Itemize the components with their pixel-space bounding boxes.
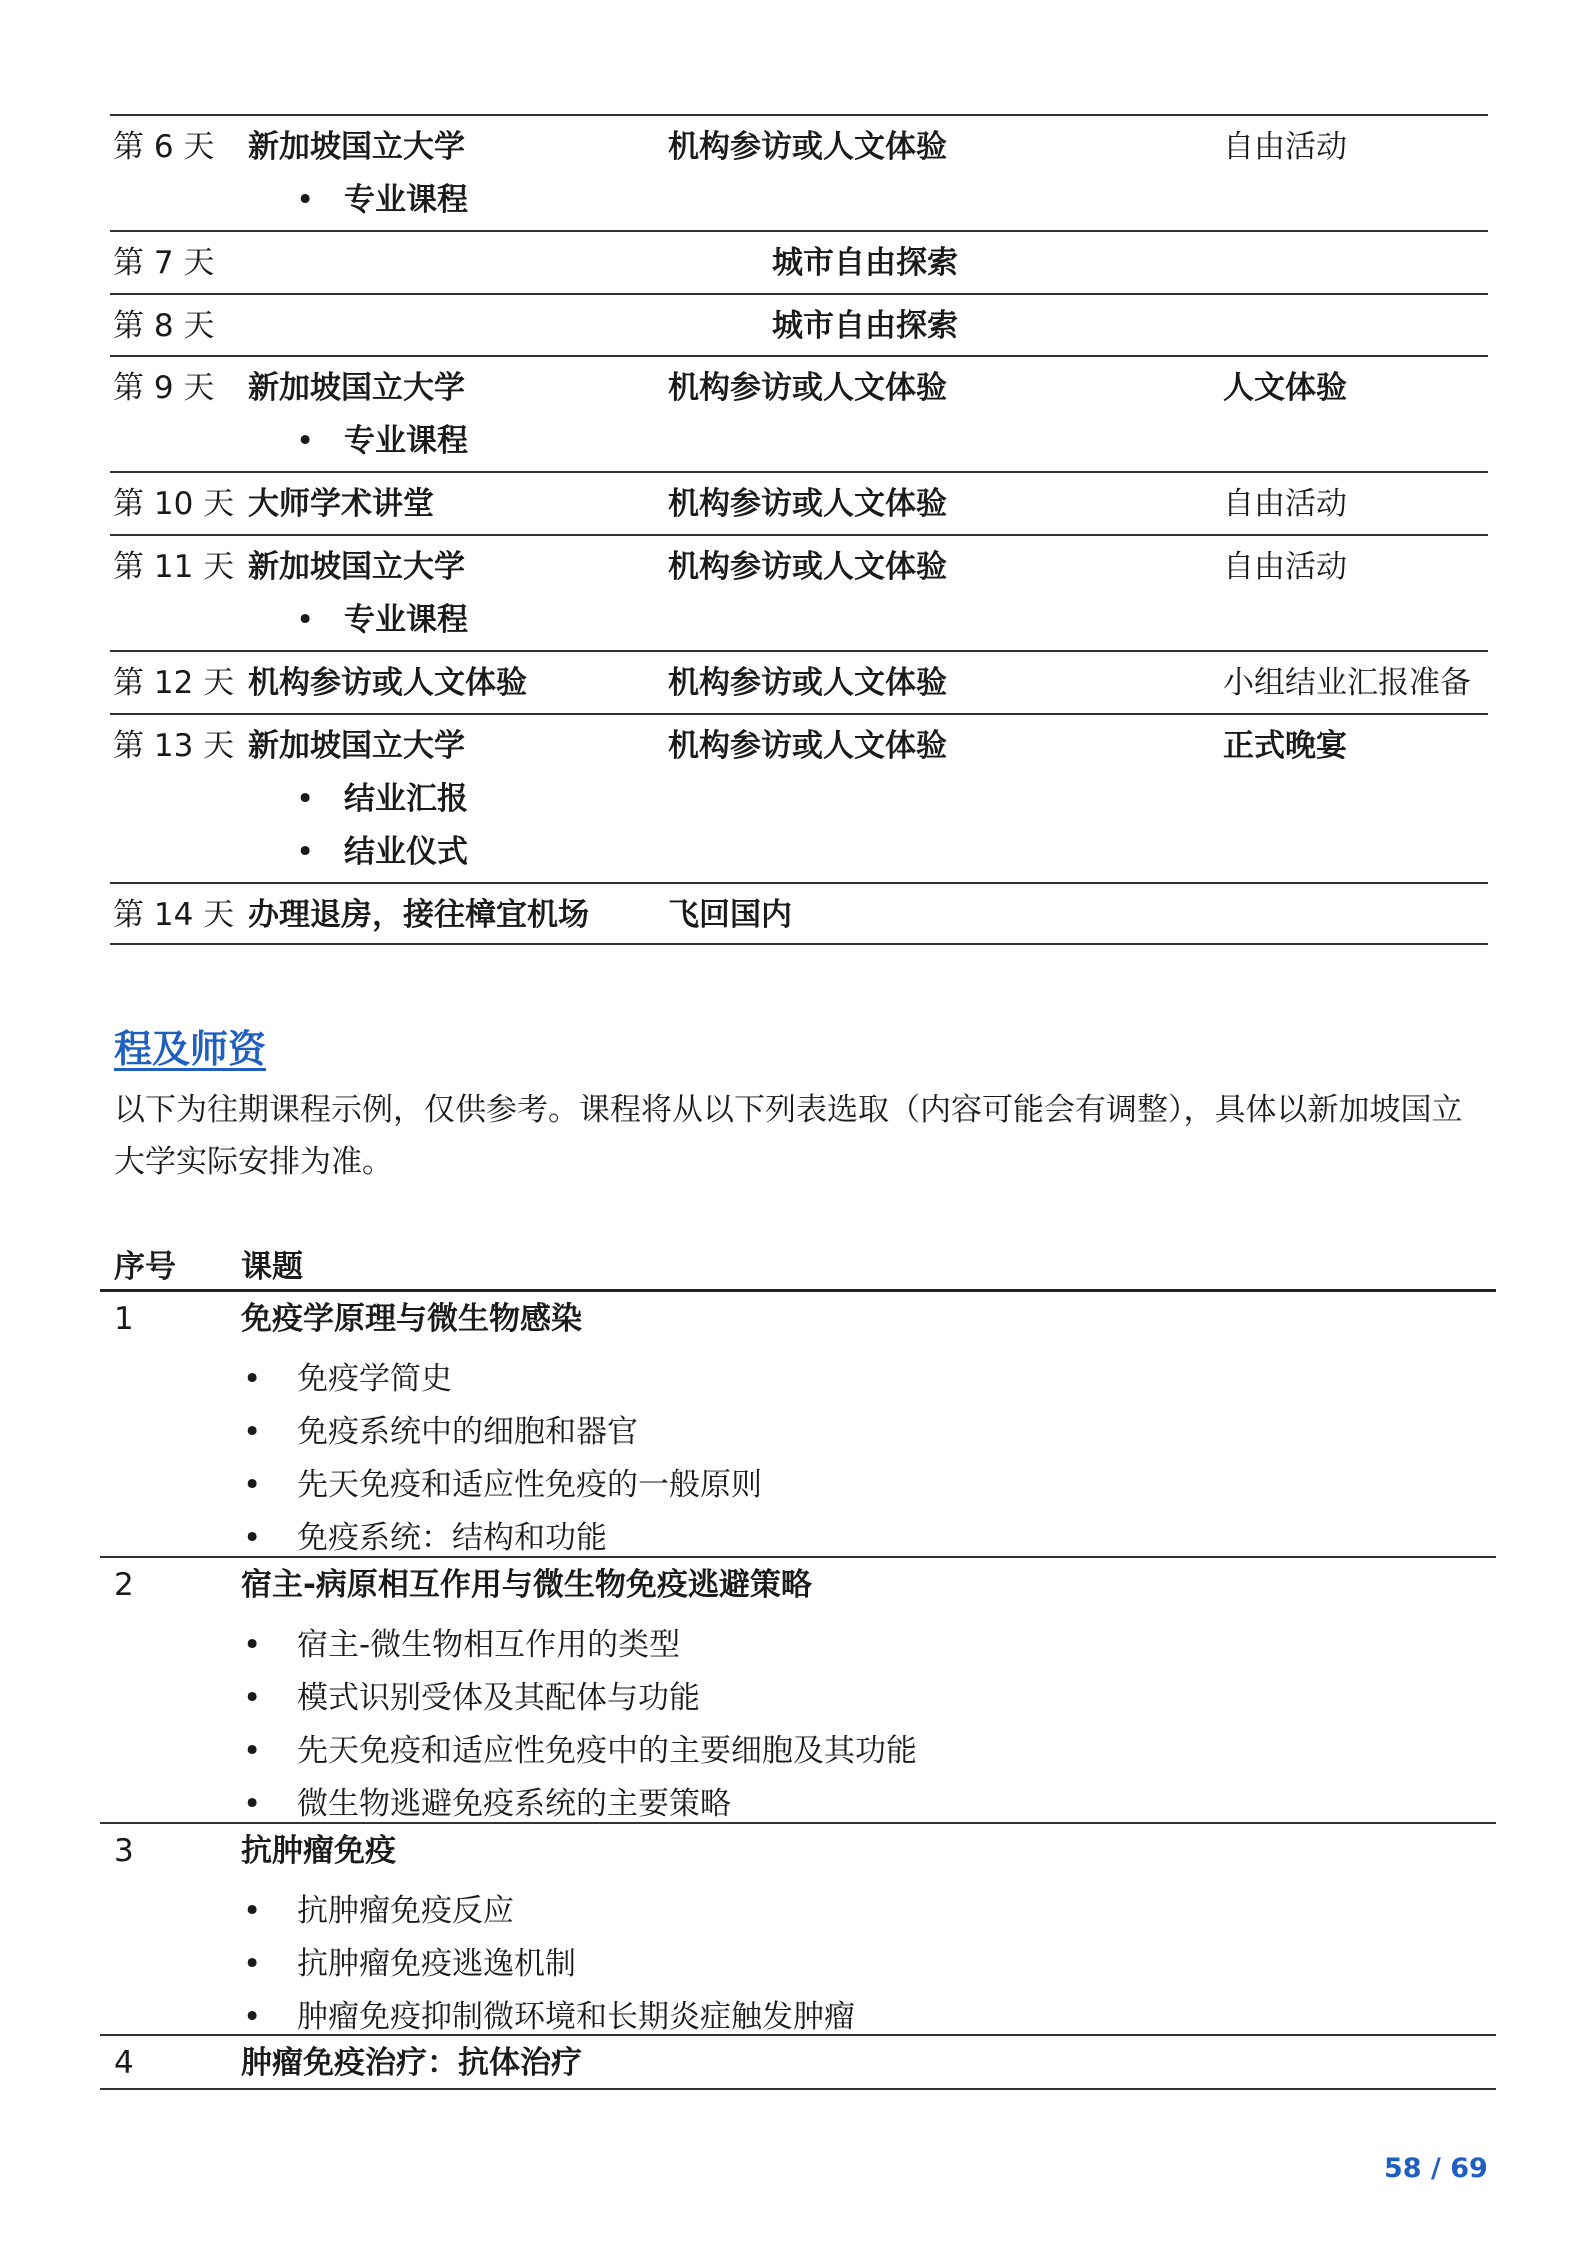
day-label: 第 9 天 — [113, 370, 215, 406]
morning-bullet: • 结业仪式 — [248, 833, 468, 871]
schedule-row-day9 — [110, 355, 1488, 471]
day-label: 第 14 天 — [113, 897, 235, 933]
course-topic: • 免疫学简史 — [241, 1353, 762, 1406]
full-day-cell: 城市自由探索 — [772, 245, 958, 281]
course-row — [100, 1292, 1496, 1558]
course-row — [100, 1824, 1496, 2036]
day-label: 第 8 天 — [113, 308, 215, 344]
course-title: 肿瘤免疫治疗：抗体治疗 — [241, 2045, 582, 2081]
day-label: 第 7 天 — [113, 245, 215, 281]
schedule-row-day11 — [110, 534, 1488, 650]
course-topic: • 模式识别受体及其配体与功能 — [241, 1672, 917, 1725]
course-topic-list — [241, 1353, 762, 1565]
schedule-row-day12 — [110, 650, 1488, 713]
morning-text: 新加坡国立大学 — [248, 549, 465, 585]
course-table — [100, 1244, 1496, 2090]
day-label: 第 10 天 — [113, 486, 235, 522]
afternoon-cell: 机构参访或人文体验 — [668, 728, 947, 764]
schedule-table — [110, 114, 1488, 945]
intro-text-line: 大学实际安排为准。 — [114, 1144, 393, 1180]
header-number: 序号 — [114, 1249, 176, 1285]
course-topic-list — [241, 1619, 917, 1831]
afternoon-cell: 机构参访或人文体验 — [668, 370, 947, 406]
page-number: 58 / 69 — [1384, 2153, 1488, 2184]
course-topic: • 微生物逃避免疫系统的主要策略 — [241, 1778, 917, 1831]
course-topic: • 宿主-微生物相互作用的类型 — [241, 1619, 917, 1672]
afternoon-cell: 机构参访或人文体验 — [668, 665, 947, 701]
evening-cell: 自由活动 — [1223, 549, 1347, 585]
afternoon-cell: 机构参访或人文体验 — [668, 129, 947, 165]
schedule-row-day13 — [110, 713, 1488, 882]
course-title: 抗肿瘤免疫 — [241, 1833, 396, 1869]
morning-bullet: • 专业课程 — [248, 422, 468, 460]
evening-cell: 人文体验 — [1223, 370, 1347, 406]
morning-bullet: • 结业汇报 — [248, 780, 468, 818]
course-topic: • 抗肿瘤免疫反应 — [241, 1885, 855, 1938]
day-label: 第 13 天 — [113, 728, 235, 764]
day-label: 第 6 天 — [113, 129, 215, 165]
course-topic: • 先天免疫和适应性免疫中的主要细胞及其功能 — [241, 1725, 917, 1778]
course-title: 宿主-病原相互作用与微生物免疫逃避策略 — [241, 1567, 812, 1603]
morning-cell: 办理退房，接往樟宜机场 — [248, 897, 589, 933]
morning-cell: 机构参访或人文体验 — [248, 665, 527, 701]
full-day-cell: 城市自由探索 — [772, 308, 958, 344]
schedule-row-day14 — [110, 882, 1488, 945]
course-number: 1 — [114, 1301, 134, 1337]
course-topic: • 抗肿瘤免疫逃逸机制 — [241, 1938, 855, 1991]
evening-cell: 正式晚宴 — [1223, 728, 1347, 764]
course-title: 免疫学原理与微生物感染 — [241, 1301, 582, 1337]
afternoon-cell: 机构参访或人文体验 — [668, 486, 947, 522]
intro-text-line: 以下为往期课程示例，仅供参考。课程将从以下列表选取（内容可能会有调整），具体以新加坡国立 — [114, 1092, 1463, 1128]
morning-bullet: • 专业课程 — [248, 601, 468, 639]
morning-text: 新加坡国立大学 — [248, 370, 465, 406]
course-number: 3 — [114, 1833, 134, 1869]
schedule-row-day8 — [110, 293, 1488, 355]
header-title: 课题 — [241, 1249, 303, 1285]
morning-cell — [248, 548, 468, 639]
morning-cell — [248, 128, 468, 219]
course-row — [100, 1558, 1496, 1824]
morning-cell — [248, 727, 468, 871]
afternoon-cell: 飞回国内 — [668, 897, 792, 933]
course-number: 4 — [114, 2045, 134, 2081]
course-topic: • 先天免疫和适应性免疫的一般原则 — [241, 1459, 762, 1512]
evening-cell: 自由活动 — [1223, 486, 1347, 522]
morning-cell: 大师学术讲堂 — [248, 486, 434, 522]
schedule-row-day6 — [110, 114, 1488, 230]
afternoon-cell: 机构参访或人文体验 — [668, 549, 947, 585]
course-topic: • 免疫系统：结构和功能 — [241, 1512, 762, 1565]
schedule-row-day10 — [110, 471, 1488, 534]
schedule-row-day7 — [110, 230, 1488, 293]
evening-cell: 自由活动 — [1223, 129, 1347, 165]
morning-text: 新加坡国立大学 — [248, 728, 465, 764]
day-label: 第 12 天 — [113, 665, 235, 701]
section-title: 程及师资 — [114, 1027, 267, 1071]
morning-bullet: • 专业课程 — [248, 181, 468, 219]
course-number: 2 — [114, 1567, 134, 1603]
course-topic-list — [241, 1885, 855, 2044]
morning-cell — [248, 369, 468, 460]
course-row — [100, 2036, 1496, 2090]
morning-text: 新加坡国立大学 — [248, 129, 465, 165]
course-table-header — [100, 1244, 1496, 1292]
evening-cell: 小组结业汇报准备 — [1223, 665, 1471, 701]
course-topic: • 免疫系统中的细胞和器官 — [241, 1406, 762, 1459]
course-topic: • 肿瘤免疫抑制微环境和长期炎症触发肿瘤 — [241, 1991, 855, 2044]
day-label: 第 11 天 — [113, 549, 235, 585]
